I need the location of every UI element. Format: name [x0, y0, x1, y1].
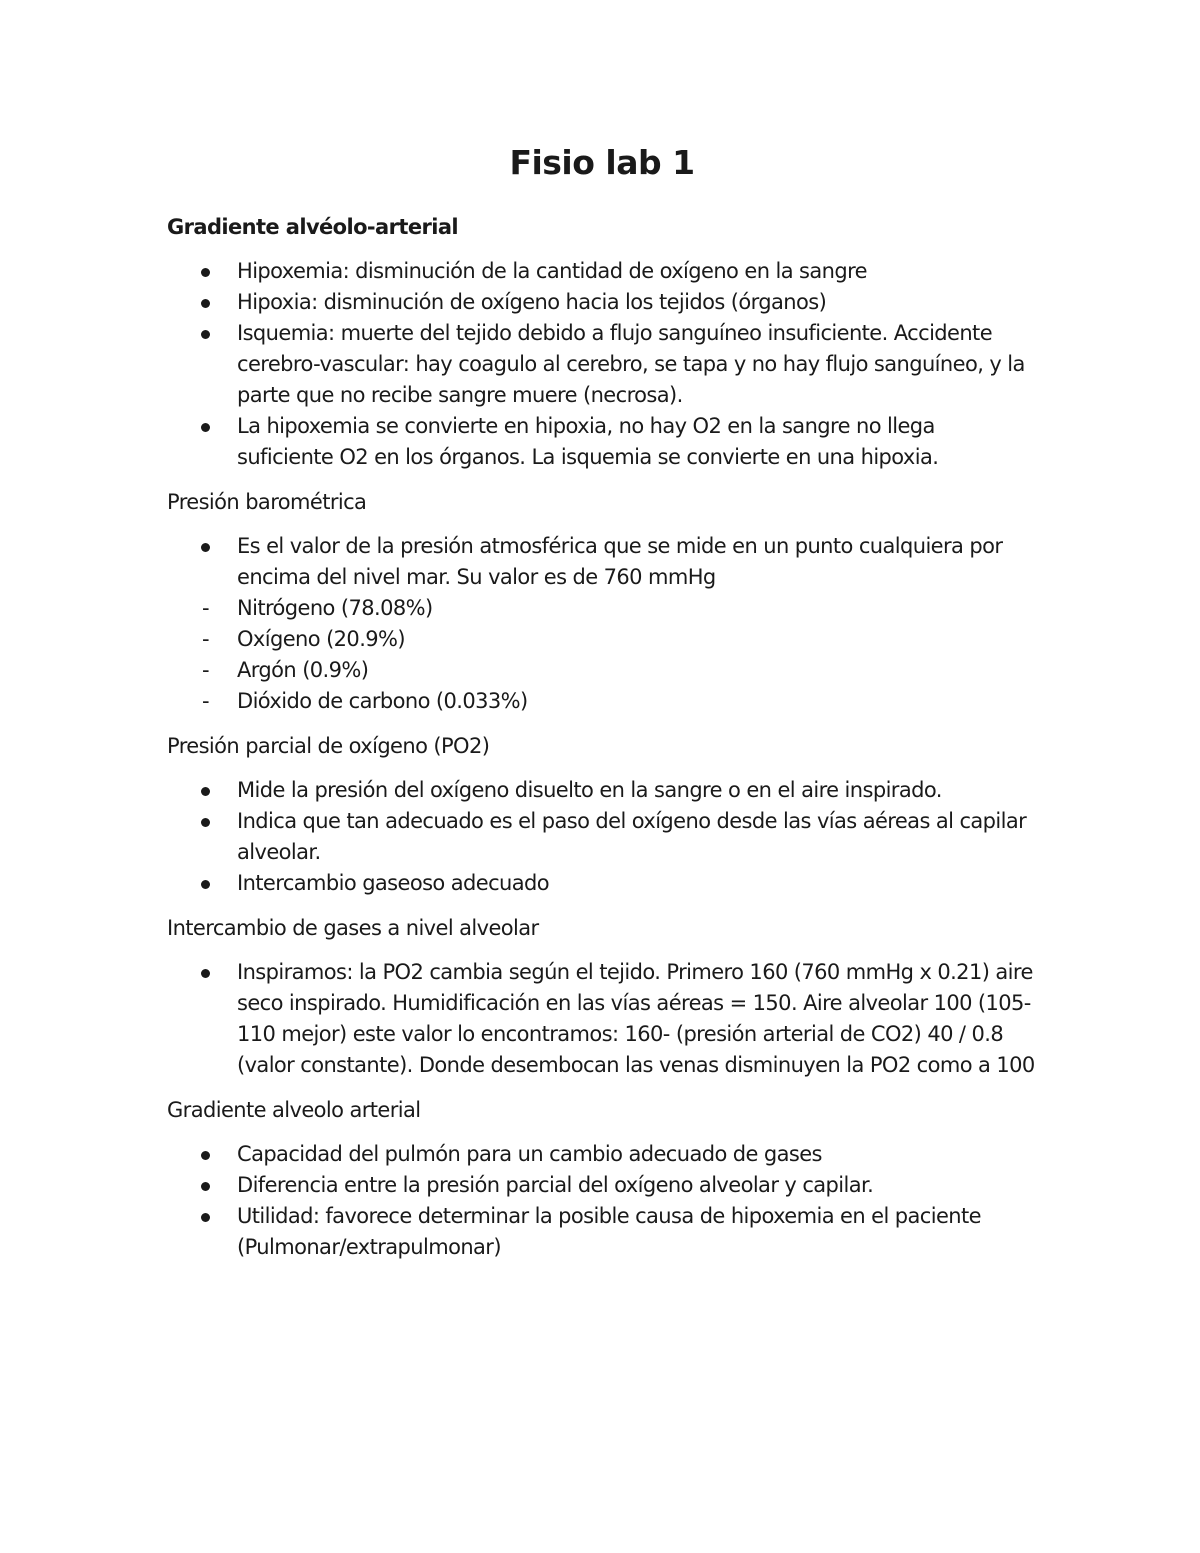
list-item-text: Isquemia: muerte del tejido debido a flujo sanguíneo insuficiente. Accidente cerebro-vascular: hay coagulo al cerebro, se tapa y no hay flujo sanguíneo, y la parte que no recibe sangre muere (necrosa).	[237, 321, 1025, 407]
list-item-text: La hipoxemia se convierte en hipoxia, no hay O2 en la sangre no llega suficiente O2 en los órganos. La isquemia se convierte en una hipoxia.	[237, 414, 939, 469]
list-item	[167, 531, 1037, 717]
bullet-icon	[201, 423, 210, 432]
bullet-icon	[201, 1182, 210, 1191]
section-4-bullets	[167, 957, 1037, 1081]
section-heading-gradiente-alveolo-arterial-2: Gradiente alveolo arterial	[167, 1098, 421, 1122]
section-5-bullets	[167, 1139, 1037, 1263]
list-item	[167, 256, 1037, 287]
list-item	[167, 411, 1037, 473]
sub-list-item	[202, 624, 1037, 655]
sub-list-item-text: Oxígeno (20.9%)	[237, 627, 405, 651]
sub-list-item	[202, 686, 1037, 717]
list-item	[167, 868, 1037, 899]
list-item-text: Intercambio gaseoso adecuado	[237, 871, 549, 895]
section-heading-presion-barometrica: Presión barométrica	[167, 490, 367, 514]
document-title: Fisio lab 1	[509, 143, 695, 182]
list-item-text: Es el valor de la presión atmosférica que se mide en un punto cualquiera por encima del nivel mar. Su valor es de 760 mmHg	[237, 534, 1003, 589]
list-item-text: Mide la presión del oxígeno disuelto en la sangre o en el aire inspirado.	[237, 778, 942, 802]
bullet-icon	[201, 299, 210, 308]
bullet-icon	[201, 543, 210, 552]
section-3-bullets	[167, 775, 1037, 899]
bullet-icon	[201, 330, 210, 339]
gas-composition-list	[202, 593, 1037, 717]
bullet-icon	[201, 1151, 210, 1160]
dash-icon: -	[202, 658, 209, 682]
section-heading-gradiente-alveolo-arterial: Gradiente alvéolo-arterial	[167, 215, 458, 239]
section-1-bullets	[167, 256, 1037, 473]
section-heading-presion-parcial-oxigeno: Presión parcial de oxígeno (PO2)	[167, 734, 490, 758]
section-heading-intercambio-gases: Intercambio de gases a nivel alveolar	[167, 916, 539, 940]
list-item	[167, 1139, 1037, 1170]
bullet-icon	[201, 880, 210, 889]
list-item	[167, 1170, 1037, 1201]
list-item	[167, 1201, 1037, 1263]
bullet-icon	[201, 268, 210, 277]
dash-icon: -	[202, 689, 209, 713]
bullet-icon	[201, 787, 210, 796]
list-item-text: Utilidad: favorece determinar la posible causa de hipoxemia en el paciente (Pulmonar/extrapulmonar)	[237, 1204, 981, 1259]
list-item-text: Diferencia entre la presión parcial del oxígeno alveolar y capilar.	[237, 1173, 874, 1197]
list-item-text: Indica que tan adecuado es el paso del oxígeno desde las vías aéreas al capilar alveolar.	[237, 809, 1027, 864]
bullet-icon	[201, 818, 210, 827]
dash-icon: -	[202, 627, 209, 651]
list-item-text: Hipoxemia: disminución de la cantidad de oxígeno en la sangre	[237, 259, 867, 283]
list-item	[167, 806, 1037, 868]
list-item	[167, 957, 1037, 1081]
list-item-text: Inspiramos: la PO2 cambia según el tejido. Primero 160 (760 mmHg x 0.21) aire seco inspirado. Humidificación en las vías aéreas = 150. Aire alveolar 100 (105-110 mejor) este valor lo encontramos: 160- (presión arterial de CO2) 40 / 0.8 (valor constante). Donde desembocan las venas disminuyen la PO2 como a 100	[237, 960, 1035, 1077]
sub-list-item-text: Dióxido de carbono (0.033%)	[237, 689, 528, 713]
sub-list-item	[202, 593, 1037, 624]
list-item	[167, 775, 1037, 806]
sub-list-item	[202, 655, 1037, 686]
sub-list-item-text: Nitrógeno (78.08%)	[237, 596, 433, 620]
document-body	[167, 140, 1037, 1277]
sub-list-item-text: Argón (0.9%)	[237, 658, 369, 682]
list-item	[167, 287, 1037, 318]
list-item	[167, 318, 1037, 411]
bullet-icon	[201, 1213, 210, 1222]
bullet-icon	[201, 969, 210, 978]
list-item-text: Capacidad del pulmón para un cambio adecuado de gases	[237, 1142, 822, 1166]
list-item-text: Hipoxia: disminución de oxígeno hacia los tejidos (órganos)	[237, 290, 827, 314]
dash-icon: -	[202, 596, 209, 620]
section-2-bullets	[167, 531, 1037, 717]
